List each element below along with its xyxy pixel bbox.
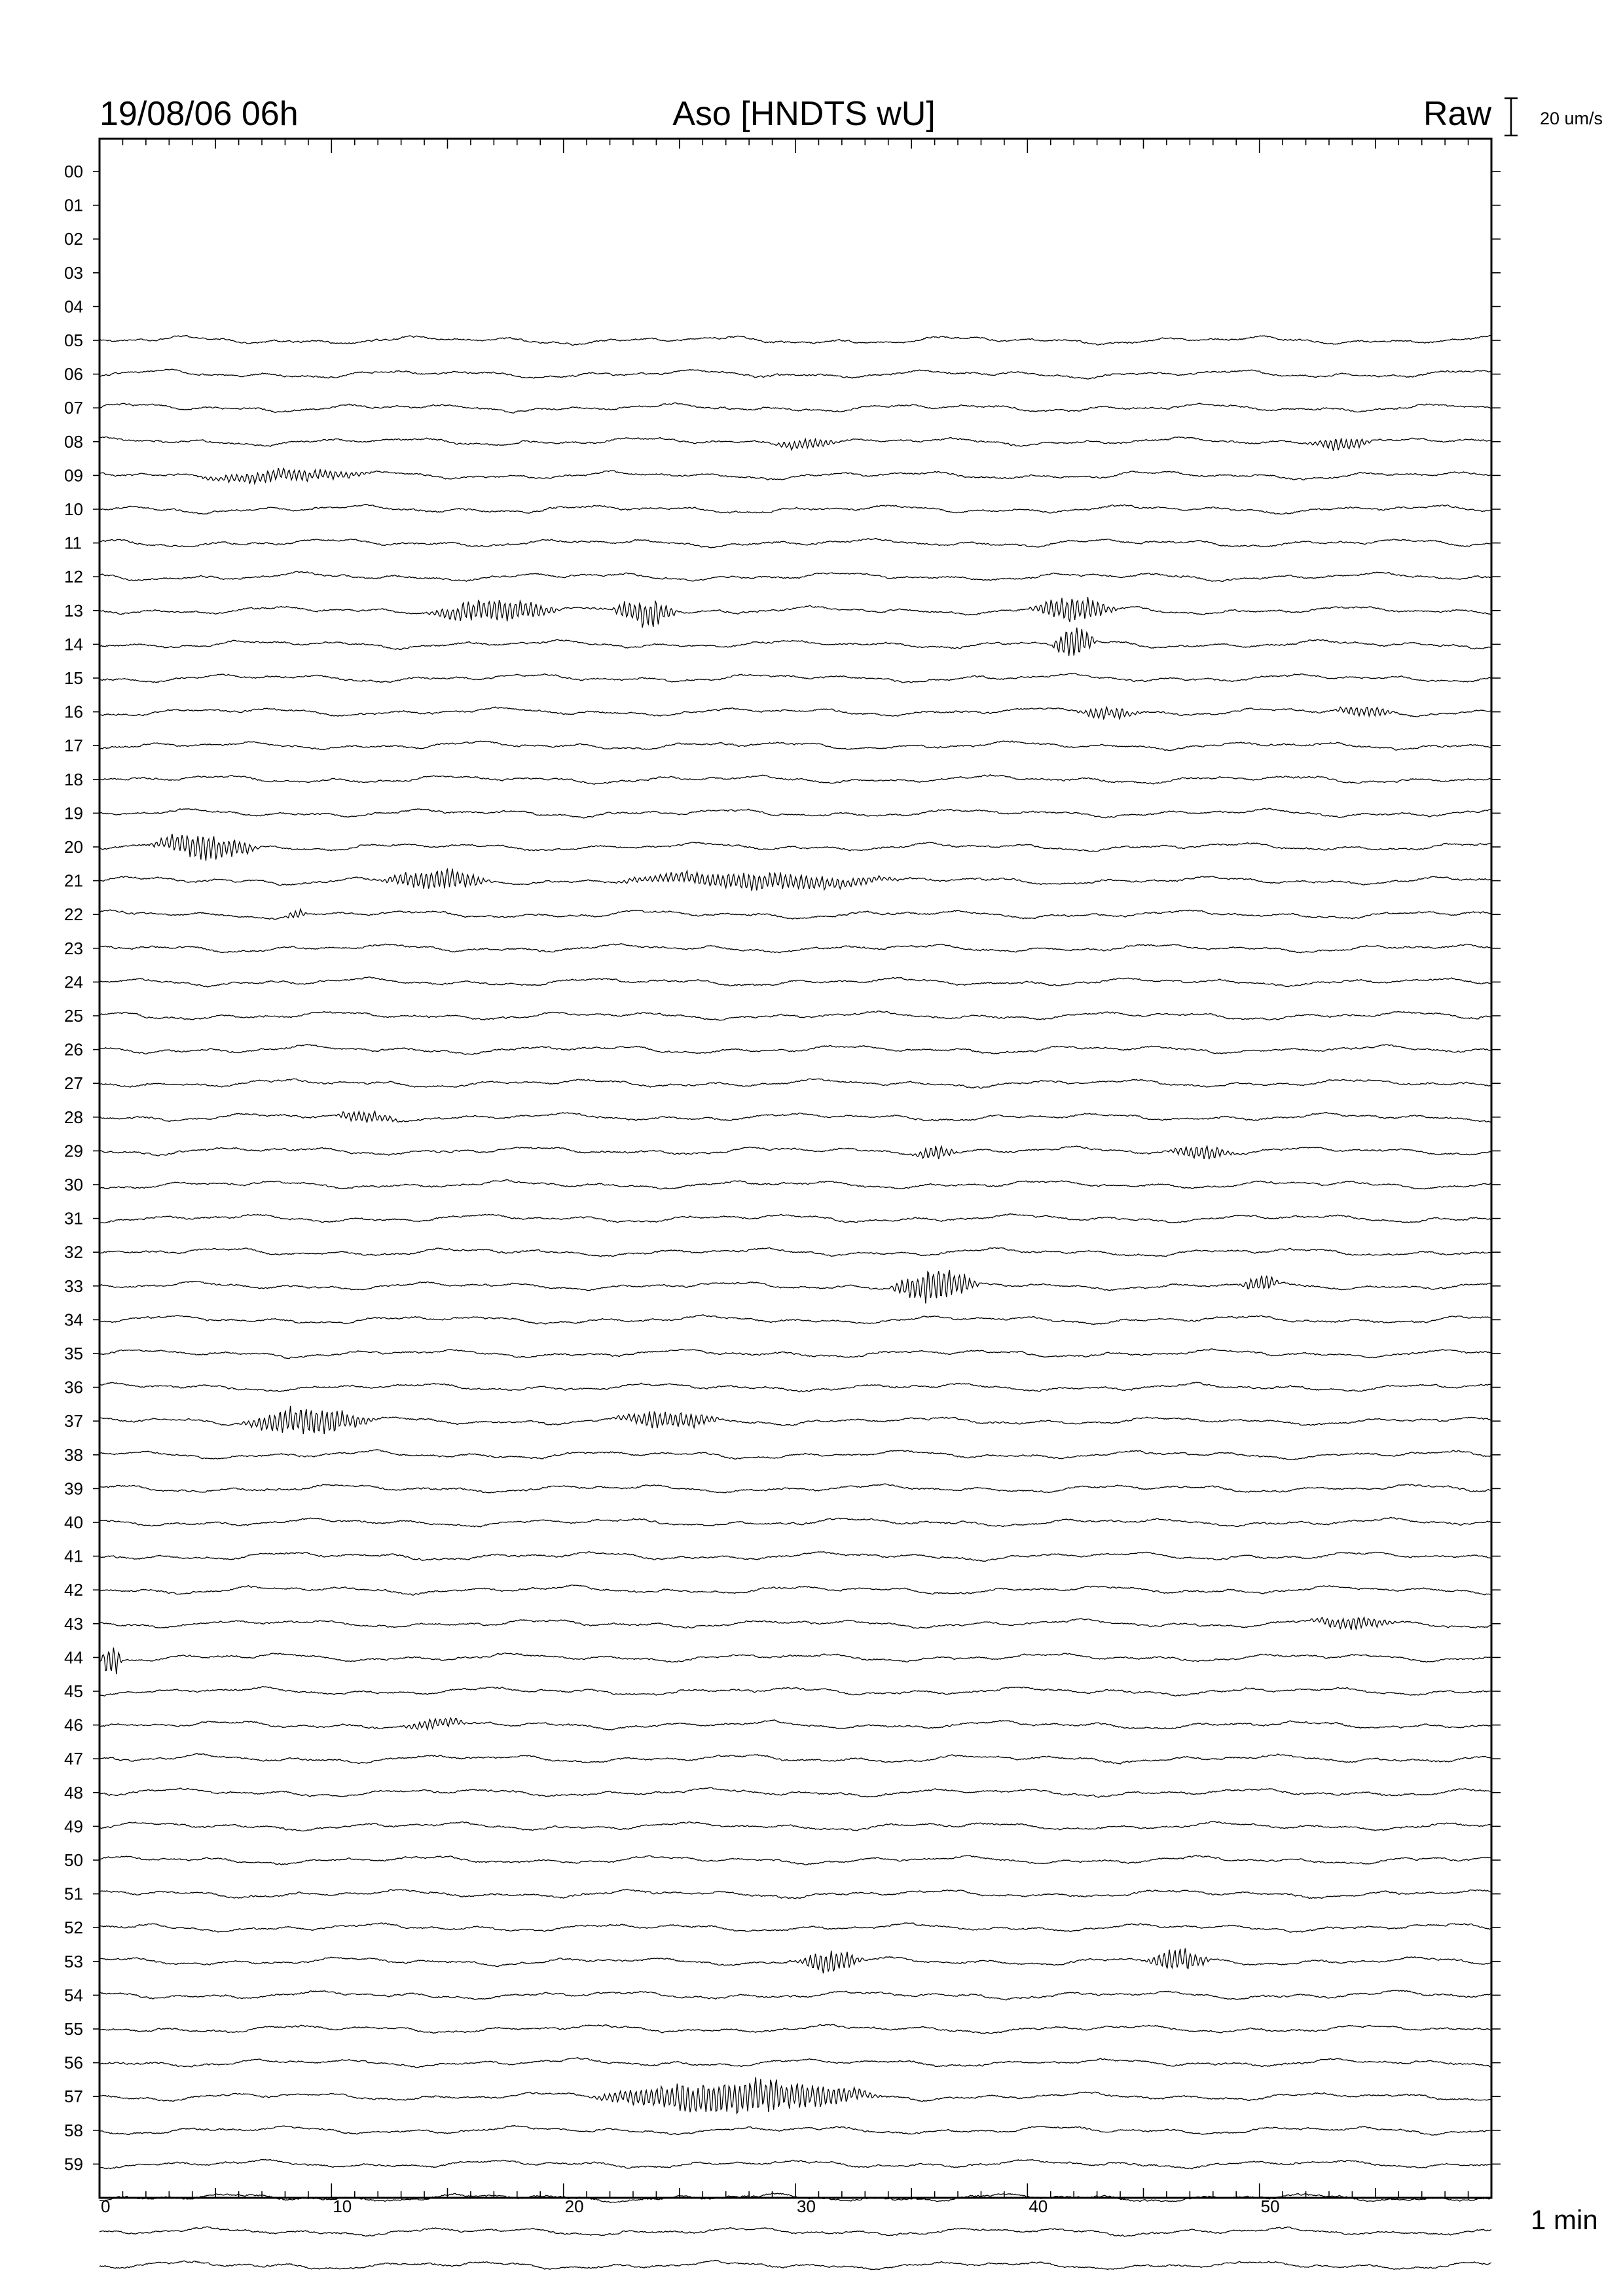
trace-row-07 [100, 403, 1491, 413]
trace-row-53 [100, 1948, 1491, 1974]
trace-row-39 [100, 1484, 1491, 1493]
trace-row-23 [100, 944, 1491, 953]
row-label: 28 [64, 1107, 83, 1127]
row-label: 05 [64, 331, 83, 350]
trace-row-49 [100, 1821, 1491, 1831]
x-tick-label: 30 [797, 2197, 816, 2216]
x-tick-label: 20 [564, 2197, 584, 2216]
trace-row-27 [100, 1079, 1491, 1088]
row-label: 23 [64, 938, 83, 958]
trace-row-37 [100, 1406, 1491, 1434]
trace-row-33 [100, 1270, 1491, 1303]
trace-row-47 [100, 1753, 1491, 1764]
row-label: 59 [64, 2154, 83, 2174]
row-label: 54 [64, 1985, 83, 2005]
station-title: Aso [HNDTS wU] [672, 95, 936, 133]
row-label: 20 [64, 837, 83, 857]
row-label: 25 [64, 1006, 83, 1026]
trace-row-09 [100, 468, 1491, 484]
trace-row-18 [100, 775, 1491, 785]
trace-row-35 [100, 1349, 1491, 1359]
row-label: 58 [64, 2120, 83, 2140]
scale-label: 20 um/s [1540, 109, 1603, 128]
row-label: 48 [64, 1782, 83, 1803]
trace-row-48 [100, 1787, 1491, 1798]
row-label: 27 [64, 1073, 83, 1094]
row-label: 31 [64, 1208, 83, 1229]
x-tick-label: 10 [333, 2197, 352, 2216]
row-label: 45 [64, 1681, 83, 1701]
trace-row-59 [100, 2159, 1491, 2168]
row-label: 53 [64, 1951, 83, 1971]
trace-row-08 [100, 437, 1491, 451]
trace-row-16 [100, 707, 1491, 720]
row-label: 46 [64, 1715, 83, 1735]
row-label: 17 [64, 736, 83, 756]
trace-row-38 [100, 1450, 1491, 1460]
trace-row-44 [100, 1647, 1491, 1674]
mode-label: Raw [1423, 95, 1491, 133]
trace-row-50 [100, 1856, 1491, 1865]
row-label: 40 [64, 1513, 83, 1532]
trace-row-11 [100, 539, 1491, 548]
row-label: 41 [64, 1546, 83, 1566]
trace-row-05 [100, 335, 1491, 346]
row-label: 36 [64, 1377, 83, 1397]
row-label: 26 [64, 1039, 83, 1060]
trace-row-40 [100, 1517, 1491, 1527]
row-label: 21 [64, 870, 83, 891]
row-label: 09 [64, 465, 83, 486]
row-label: 12 [64, 567, 83, 587]
trace-row-13 [100, 597, 1491, 628]
trace-row-21 [100, 869, 1491, 891]
trace-row-26 [100, 1045, 1491, 1055]
row-label: 03 [64, 262, 83, 283]
trace-row-12 [100, 571, 1491, 582]
trace-row-42 [100, 1585, 1491, 1596]
row-label: 30 [64, 1175, 83, 1194]
x-tick-label: 50 [1260, 2197, 1280, 2216]
row-label: 15 [64, 668, 83, 688]
row-label: 52 [64, 1918, 83, 1938]
trace-row-31 [100, 1213, 1491, 1223]
trace-row-29 [100, 1146, 1491, 1159]
row-label: 47 [64, 1749, 83, 1769]
row-label: 18 [64, 769, 83, 789]
trace-row-14 [100, 628, 1491, 656]
trace-row-22 [100, 909, 1491, 920]
row-label: 22 [64, 905, 83, 925]
trace-row-25 [100, 1011, 1491, 1020]
row-label: 08 [64, 431, 83, 452]
date-label: 19/08/06 06h [100, 95, 299, 133]
trace-row-55 [100, 2024, 1491, 2034]
row-label: 44 [64, 1647, 83, 1668]
trace-row-10 [100, 505, 1491, 514]
trace-row-62 [100, 2260, 1491, 2270]
row-label: 56 [64, 2053, 83, 2073]
trace-row-58 [100, 2126, 1491, 2136]
row-label: 33 [64, 1276, 83, 1296]
trace-row-15 [100, 673, 1491, 683]
row-label: 14 [64, 634, 83, 655]
trace-row-46 [100, 1718, 1491, 1730]
row-label: 32 [64, 1242, 83, 1263]
row-label: 19 [64, 803, 83, 823]
row-label: 55 [64, 2019, 83, 2039]
trace-row-19 [100, 808, 1491, 818]
row-label: 39 [64, 1479, 83, 1499]
trace-row-41 [100, 1552, 1491, 1562]
trace-row-06 [100, 369, 1491, 379]
x-tick-label: 0 [101, 2197, 111, 2216]
row-label: 07 [64, 398, 83, 418]
trace-row-54 [100, 1990, 1491, 2000]
seismic-traces [100, 335, 1491, 2270]
trace-row-56 [100, 2058, 1491, 2068]
trace-row-57 [100, 2077, 1491, 2113]
row-label: 51 [64, 1884, 83, 1904]
trace-row-20 [100, 834, 1491, 861]
trace-row-51 [100, 1890, 1491, 1899]
row-label: 01 [64, 195, 83, 215]
row-label: 11 [64, 533, 82, 553]
row-label: 04 [64, 296, 83, 317]
trace-row-52 [100, 1923, 1491, 1932]
trace-row-24 [100, 977, 1491, 987]
x-tick-labels [101, 2197, 1280, 2216]
row-label: 06 [64, 364, 83, 384]
row-label: 29 [64, 1141, 83, 1161]
row-label: 10 [64, 499, 83, 519]
tick-marks [100, 139, 1491, 2198]
trace-row-28 [100, 1111, 1491, 1122]
duration-label: 1 min [1531, 2204, 1598, 2235]
trace-row-61 [100, 2227, 1491, 2236]
row-labels [64, 162, 1501, 2174]
x-tick-label: 40 [1029, 2197, 1048, 2216]
row-label: 50 [64, 1850, 83, 1870]
row-label: 13 [64, 600, 83, 620]
trace-row-17 [100, 741, 1491, 751]
trace-row-30 [100, 1180, 1491, 1189]
trace-row-32 [100, 1247, 1491, 1257]
row-label: 34 [64, 1310, 83, 1330]
trace-row-36 [100, 1382, 1491, 1392]
row-label: 16 [64, 702, 83, 722]
row-label: 43 [64, 1613, 83, 1634]
row-label: 02 [64, 229, 83, 249]
row-label: 37 [64, 1411, 83, 1431]
row-label: 42 [64, 1580, 83, 1600]
row-label: 57 [64, 2087, 83, 2107]
plot-frame [100, 139, 1491, 2198]
row-label: 35 [64, 1344, 83, 1363]
row-label: 24 [64, 972, 83, 992]
trace-row-43 [100, 1617, 1491, 1630]
row-label: 38 [64, 1444, 83, 1465]
trace-row-34 [100, 1315, 1491, 1325]
row-label: 00 [64, 162, 83, 181]
trace-row-45 [100, 1687, 1491, 1696]
row-label: 49 [64, 1816, 83, 1837]
